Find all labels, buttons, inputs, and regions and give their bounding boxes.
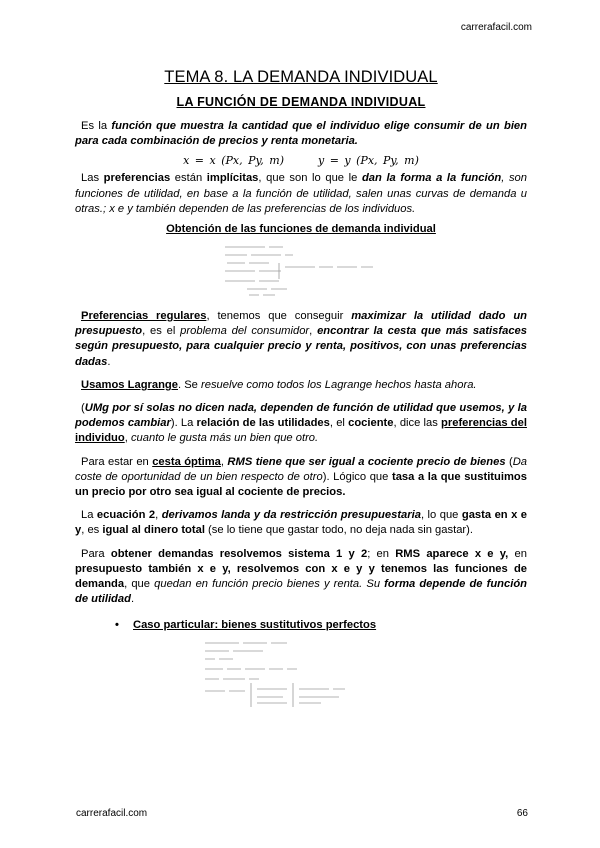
paragraph-lagrange: Usamos Lagrange. Se resuelve como todos los Lagrange hechos hasta ahora. xyxy=(81,378,477,391)
lagrange-formula-image xyxy=(221,243,381,301)
paragraph-preferences: Las preferencias están implícitas, que son lo que le dan la forma a la función, son funciones de utilidad, en base a la función de utilidad, salen unas curvas de demanda u otras.; x e y también dependen de las preferencias de los individuos. xyxy=(75,172,527,215)
paragraph-umg: (UMg por sí solas no dicen nada, dependen de función de utilidad que usemos, y la podemos cambiar). La relación de las utilidades, el cociente, dice las preferencias del individuo, cuanto le gusta más un bien que otro. xyxy=(75,402,527,445)
section-title: LA FUNCIÓN DE DEMANDA INDIVIDUAL xyxy=(176,95,426,109)
header-site: carrerafacil.com xyxy=(460,22,532,33)
bullet-dot: • xyxy=(115,619,119,632)
paragraph-definition: Es la función que muestra la cantidad que el individuo elige consumir de un bien para cada combinación de precios y renta monetaria. xyxy=(75,120,527,148)
paragraph-regular-preferences: Preferencias regulares, tenemos que conseguir maximizar la utilidad dado un presupuesto, es el problema del consumidor, encontrar la cesta que más satisfaces según presupuesto, para cualquier precio y renta, positivos, con unas preferencias dadas. xyxy=(75,310,527,368)
paragraph-demands: Para obtener demandas resolvemos sistema 1 y 2; en RMS aparece x e y, en presupuesto también x e y, resolvemos con x e y y tenemos las funciones de demanda, que quedan en función precio bienes y renta. Su forma depende de función de utilidad. xyxy=(75,547,528,606)
page-number: 66 xyxy=(516,808,528,819)
formula-y: y = y (Px, Py, m) xyxy=(317,154,419,168)
paragraph-optimal-basket: Para estar en cesta óptima, RMS tiene que ser igual a cociente precio de bienes (Da coste de oportunidad de un bien respecto de otro). Lógico que tasa a la que sustituimos un precio por otro sea igual al cociente de precios. xyxy=(75,455,528,499)
paragraph-equation-2: La ecuación 2, derivamos landa y da restricción presupuestaria, lo que gasta en x e y, es igual al dinero total (se lo tiene que gastar todo, no deja nada sin gastar). xyxy=(75,509,528,537)
bullet-text: Caso particular: bienes sustitutivos perfectos xyxy=(133,619,377,632)
footer-site: carrerafacil.com xyxy=(76,808,148,819)
section-obtencion: Obtención de las funciones de demanda individual xyxy=(166,223,436,236)
page-title: TEMA 8. LA DEMANDA INDIVIDUAL xyxy=(164,68,438,86)
bullet-perfect-substitutes xyxy=(75,619,527,631)
page-content xyxy=(75,68,527,711)
formula-x: x = x (Px, Py, m) xyxy=(183,154,284,168)
demand-formula xyxy=(75,154,527,167)
substitutes-formula-image xyxy=(201,639,401,711)
